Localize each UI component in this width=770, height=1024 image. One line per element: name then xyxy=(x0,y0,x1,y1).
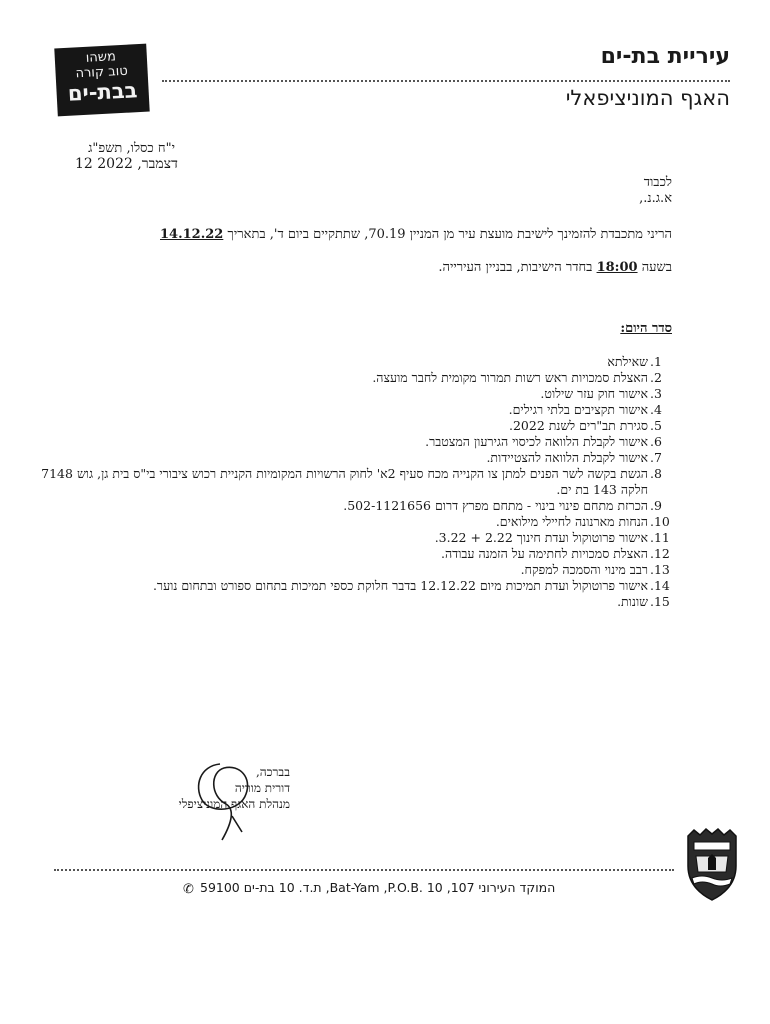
agenda-item-text: שאילתא xyxy=(607,354,648,369)
agenda-item xyxy=(24,594,674,610)
agenda-item-number: 8. xyxy=(650,466,662,481)
campaign-logo xyxy=(54,44,149,117)
logo-line-3: בבת-ים xyxy=(67,78,138,106)
agenda-item xyxy=(24,418,674,434)
municipality-emblem-icon xyxy=(680,826,744,902)
agenda-item-number: 2. xyxy=(650,370,662,385)
agenda-item xyxy=(24,434,674,450)
signature-name: דורית מוריה xyxy=(234,781,290,795)
agenda-item-text: רבב מינוי והסמכה למפקח. xyxy=(520,562,648,577)
hebrew-date: י"ח כסלו, תשפ"ג xyxy=(88,141,175,156)
agenda-item xyxy=(24,402,674,418)
city-name: עיריית בת-ים xyxy=(600,44,730,69)
agenda-list xyxy=(24,354,674,610)
agenda-item-number: 4. xyxy=(650,402,662,417)
agenda-item-text: האצלת סמכויות לחתימה על הזמנה עבודה. xyxy=(441,546,648,561)
signature-closing: בברכה, xyxy=(255,765,290,779)
agenda-item xyxy=(24,386,674,402)
agenda-item-number: 3. xyxy=(650,386,662,401)
logo-line-1: משהו xyxy=(85,49,117,66)
agenda-item-text: אישור חוק עזר שילוט. xyxy=(540,386,648,401)
gregorian-date: 12 דצמבר, 2022 xyxy=(75,156,178,172)
phone-icon: ✆ xyxy=(183,882,194,897)
agenda-item-text: הגשת בקשה לשר הפנים למתן צו הקנייה מכח סעיף 2א' לחוק הרשויות המקומיות הקניית רכוש ציבורי בי"ס בית גן, גוש 7148 חלקה 143 בת ים. xyxy=(41,466,648,497)
agenda-item-text: אישור לקבלת הלוואה להצטיידות. xyxy=(486,450,648,465)
agenda-item-text: הכרזת מתחם פינוי בינוי - מתחם מפרץ דרום 502-1121656. xyxy=(343,498,648,513)
time-prefix: בשעה xyxy=(641,260,672,275)
meeting-date: 14.12.22 xyxy=(160,227,224,242)
agenda-item xyxy=(24,578,674,594)
agenda-item-number: 10. xyxy=(650,514,670,529)
recipient-name: א.ג.נ., xyxy=(639,191,672,206)
agenda-item-text: אישור פרוטוקול ועדת חינוך 2.22 + 3.22. xyxy=(434,530,648,545)
agenda-item-number: 5. xyxy=(650,418,662,433)
header-divider xyxy=(162,80,730,82)
agenda-item xyxy=(24,498,674,514)
agenda-item xyxy=(24,354,674,370)
agenda-item-number: 13. xyxy=(650,562,670,577)
invitation-line-2 xyxy=(438,259,672,275)
meeting-time: 18:00 xyxy=(596,260,638,275)
agenda-item xyxy=(24,466,674,498)
logo-line-2: טוב קורה xyxy=(75,63,129,82)
agenda-item-number: 9. xyxy=(650,498,662,513)
agenda-item-text: הנחות מארנונה לחיילי מילואים. xyxy=(495,514,648,529)
agenda-item-number: 15. xyxy=(650,594,670,609)
signature-block xyxy=(150,764,290,812)
footer-address xyxy=(200,880,555,895)
agenda-item-text: אישור תקציבים בלתי רגילים. xyxy=(508,402,648,417)
agenda-item-number: 1. xyxy=(650,354,662,369)
signature-title: מנהלת האגף המוניציפלי xyxy=(178,797,290,811)
agenda-item xyxy=(24,562,674,578)
agenda-item xyxy=(24,370,674,386)
meeting-location: בחדר הישיבות, בבניין העירייה. xyxy=(438,260,593,275)
agenda-item-number: 14. xyxy=(650,578,670,593)
invitation-text: הריני מתכבדת להזמינך לישיבת מועצת עיר מן המניין 70.19, שתתקיים ביום ד', בתאריך xyxy=(227,227,672,242)
agenda-item-text: האצלת סמכויות ראש רשות תמרור מקומית לחבר מועצה. xyxy=(372,370,648,385)
agenda-item xyxy=(24,450,674,466)
agenda-title: סדר היום: xyxy=(620,321,672,336)
recipient-label: לכבוד xyxy=(643,175,672,190)
footer-divider xyxy=(54,869,674,871)
agenda-item-text: שונות. xyxy=(617,594,648,609)
agenda-item xyxy=(24,546,674,562)
agenda-item-number: 12. xyxy=(650,546,670,561)
agenda-item-text: אישור לקבלת הלוואה לכיסוי הגירעון המצטבר. xyxy=(425,434,648,449)
agenda-item-number: 11. xyxy=(650,530,670,545)
agenda-item xyxy=(24,530,674,546)
invitation-line-1 xyxy=(160,226,672,242)
agenda-item xyxy=(24,514,674,530)
agenda-item-number: 6. xyxy=(650,434,662,449)
agenda-item-text: אישור פרוטוקול ועדת תמיכות מיום 12.12.22 בדבר חלוקת כספי תמיכות בתחום ספורט ובתחום נוער. xyxy=(152,578,648,593)
agenda-item-number: 7. xyxy=(650,450,662,465)
agenda-item-text: סגירת תב"רים לשנת 2022. xyxy=(509,418,648,433)
footer-address-text: ת.ד. 10 בת-ים 59100 ,Bat-Yam ,P.O.B. 10 ,המוקד העירוני 107 xyxy=(200,880,556,895)
department-name: האגף המוניציפאלי xyxy=(565,86,730,110)
